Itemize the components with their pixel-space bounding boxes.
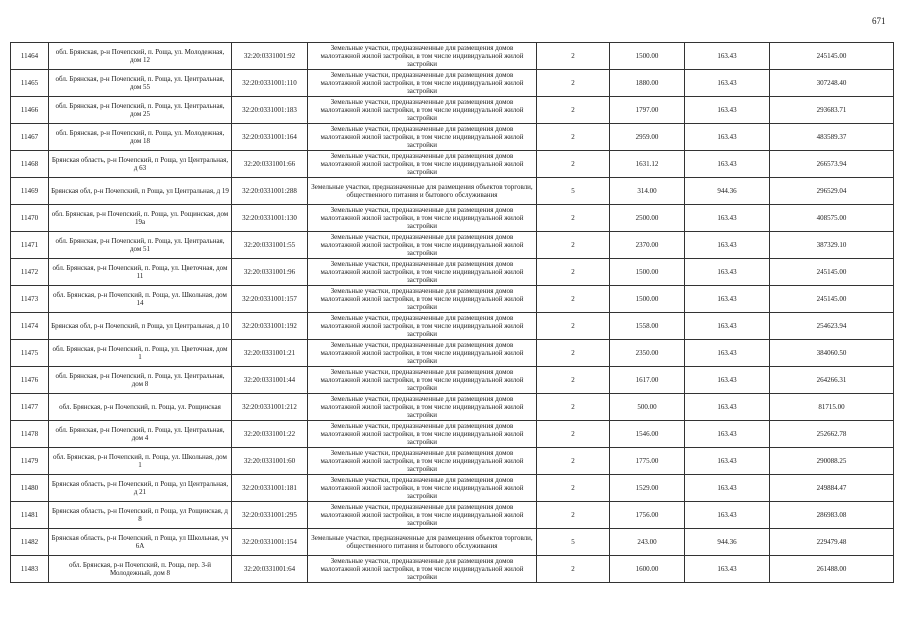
area-cell: 1529.00 — [610, 475, 685, 502]
row-number-cell: 11471 — [11, 232, 49, 259]
row-number-cell: 11482 — [11, 529, 49, 556]
table-body — [11, 43, 894, 583]
address-cell: обл. Брянская, р-н Почепский, п. Роща, ул. Цветочная, дом 11 — [49, 259, 232, 286]
cadastral-number-cell: 32:20:0331001:157 — [232, 286, 308, 313]
address-cell: Брянская обл, р-н Почепский, п Роща, ул Центральная, д 19 — [49, 178, 232, 205]
row-number-cell: 11468 — [11, 151, 49, 178]
land-use-cell: Земельные участки, предназначенные для размещения домов малоэтажной жилой застройки, в том числе индивидуальной жилой застройки — [308, 556, 537, 583]
cadastral-value-cell: 266573.94 — [770, 151, 894, 178]
unit-price-cell: 163.43 — [685, 205, 770, 232]
address-cell: обл. Брянская, р-н Почепский, п. Роща, ул. Молодежная, дом 18 — [49, 124, 232, 151]
unit-price-cell: 163.43 — [685, 448, 770, 475]
unit-price-cell: 163.43 — [685, 367, 770, 394]
unit-price-cell: 944.36 — [685, 178, 770, 205]
table-row — [11, 151, 894, 178]
category-cell: 2 — [537, 151, 610, 178]
cadastral-number-cell: 32:20:0331001:288 — [232, 178, 308, 205]
category-cell: 2 — [537, 286, 610, 313]
land-use-cell: Земельные участки, предназначенные для размещения домов малоэтажной жилой застройки, в том числе индивидуальной жилой застройки — [308, 502, 537, 529]
address-cell: Брянская обл, р-н Почепский, п Роща, ул Центральная, д 10 — [49, 313, 232, 340]
land-use-cell: Земельные участки, предназначенные для размещения объектов торговли, общественного питания и бытового обслуживания — [308, 178, 537, 205]
table-row — [11, 43, 894, 70]
cadastral-value-cell: 81715.00 — [770, 394, 894, 421]
unit-price-cell: 163.43 — [685, 97, 770, 124]
cadastral-number-cell: 32:20:0331001:295 — [232, 502, 308, 529]
land-use-cell: Земельные участки, предназначенные для размещения домов малоэтажной жилой застройки, в том числе индивидуальной жилой застройки — [308, 394, 537, 421]
address-cell: обл. Брянская, р-н Почепский, п. Роща, ул. Центральная, дом 25 — [49, 97, 232, 124]
row-number-cell: 11479 — [11, 448, 49, 475]
land-use-cell: Земельные участки, предназначенные для размещения домов малоэтажной жилой застройки, в том числе индивидуальной жилой застройки — [308, 43, 537, 70]
cadastral-number-cell: 32:20:0331001:130 — [232, 205, 308, 232]
row-number-cell: 11481 — [11, 502, 49, 529]
category-cell: 2 — [537, 313, 610, 340]
cadastral-number-cell: 32:20:0331001:212 — [232, 394, 308, 421]
cadastral-number-cell: 32:20:0331001:96 — [232, 259, 308, 286]
cadastral-value-cell: 245145.00 — [770, 43, 894, 70]
unit-price-cell: 163.43 — [685, 286, 770, 313]
cadastral-number-cell: 32:20:0331001:66 — [232, 151, 308, 178]
category-cell: 2 — [537, 124, 610, 151]
address-cell: обл. Брянская, р-н Почепский, п. Роща, ул. Молодежная, дом 12 — [49, 43, 232, 70]
row-number-cell: 11475 — [11, 340, 49, 367]
land-use-cell: Земельные участки, предназначенные для размещения домов малоэтажной жилой застройки, в том числе индивидуальной жилой застройки — [308, 367, 537, 394]
cadastral-value-cell: 245145.00 — [770, 259, 894, 286]
cadastral-number-cell: 32:20:0331001:192 — [232, 313, 308, 340]
row-number-cell: 11474 — [11, 313, 49, 340]
address-cell: Брянская область, р-н Почепский, п Роща, ул Центральная, д 63 — [49, 151, 232, 178]
address-cell: обл. Брянская, р-н Почепский, п. Роща, ул. Школьная, дом 1 — [49, 448, 232, 475]
category-cell: 2 — [537, 232, 610, 259]
category-cell: 2 — [537, 340, 610, 367]
unit-price-cell: 163.43 — [685, 259, 770, 286]
cadastral-number-cell: 32:20:0331001:22 — [232, 421, 308, 448]
land-use-cell: Земельные участки, предназначенные для размещения домов малоэтажной жилой застройки, в том числе индивидуальной жилой застройки — [308, 475, 537, 502]
address-cell: обл. Брянская, р-н Почепский, п. Роща, ул. Рощинская — [49, 394, 232, 421]
land-use-cell: Земельные участки, предназначенные для размещения домов малоэтажной жилой застройки, в том числе индивидуальной жилой застройки — [308, 124, 537, 151]
cadastral-value-cell: 408575.00 — [770, 205, 894, 232]
cadastral-value-cell: 249884.47 — [770, 475, 894, 502]
unit-price-cell: 163.43 — [685, 43, 770, 70]
page-number: 671 — [872, 16, 886, 26]
land-use-cell: Земельные участки, предназначенные для размещения домов малоэтажной жилой застройки, в том числе индивидуальной жилой застройки — [308, 448, 537, 475]
area-cell: 1500.00 — [610, 259, 685, 286]
land-use-cell: Земельные участки, предназначенные для размещения домов малоэтажной жилой застройки, в том числе индивидуальной жилой застройки — [308, 286, 537, 313]
land-use-cell: Земельные участки, предназначенные для размещения домов малоэтажной жилой застройки, в том числе индивидуальной жилой застройки — [308, 259, 537, 286]
table-row — [11, 529, 894, 556]
address-cell: обл. Брянская, р-н Почепский, п. Роща, пер. 3-й Молодежный, дом 8 — [49, 556, 232, 583]
area-cell: 1500.00 — [610, 286, 685, 313]
area-cell: 500.00 — [610, 394, 685, 421]
cadastral-value-cell: 296529.04 — [770, 178, 894, 205]
area-cell: 2500.00 — [610, 205, 685, 232]
cadastral-value-cell: 290088.25 — [770, 448, 894, 475]
land-use-cell: Земельные участки, предназначенные для размещения домов малоэтажной жилой застройки, в том числе индивидуальной жилой застройки — [308, 232, 537, 259]
cadastral-value-cell: 293683.71 — [770, 97, 894, 124]
category-cell: 5 — [537, 529, 610, 556]
area-cell: 243.00 — [610, 529, 685, 556]
table-row — [11, 124, 894, 151]
cadastral-value-cell: 384060.50 — [770, 340, 894, 367]
land-use-cell: Земельные участки, предназначенные для размещения домов малоэтажной жилой застройки, в том числе индивидуальной жилой застройки — [308, 313, 537, 340]
cadastral-number-cell: 32:20:0331001:154 — [232, 529, 308, 556]
land-registry-table — [10, 42, 894, 583]
table-row — [11, 502, 894, 529]
address-cell: обл. Брянская, р-н Почепский, п. Роща, ул. Центральная, дом 8 — [49, 367, 232, 394]
unit-price-cell: 163.43 — [685, 340, 770, 367]
land-use-cell: Земельные участки, предназначенные для размещения домов малоэтажной жилой застройки, в том числе индивидуальной жилой застройки — [308, 421, 537, 448]
area-cell: 1546.00 — [610, 421, 685, 448]
cadastral-number-cell: 32:20:0331001:64 — [232, 556, 308, 583]
cadastral-number-cell: 32:20:0331001:60 — [232, 448, 308, 475]
area-cell: 1617.00 — [610, 367, 685, 394]
area-cell: 2350.00 — [610, 340, 685, 367]
area-cell: 1775.00 — [610, 448, 685, 475]
address-cell: Брянская область, р-н Почепский, п Роща, ул Рощинская, д 8 — [49, 502, 232, 529]
cadastral-value-cell: 252662.78 — [770, 421, 894, 448]
unit-price-cell: 163.43 — [685, 421, 770, 448]
category-cell: 2 — [537, 70, 610, 97]
table-row — [11, 448, 894, 475]
cadastral-value-cell: 387329.10 — [770, 232, 894, 259]
cadastral-value-cell: 286983.08 — [770, 502, 894, 529]
table-row — [11, 286, 894, 313]
table-row — [11, 340, 894, 367]
category-cell: 2 — [537, 448, 610, 475]
address-cell: Брянская область, р-н Почепский, п Роща, ул Центральная, д 21 — [49, 475, 232, 502]
address-cell: обл. Брянская, р-н Почепский, п. Роща, ул. Рощинская, дом 19а — [49, 205, 232, 232]
cadastral-value-cell: 245145.00 — [770, 286, 894, 313]
table-row — [11, 259, 894, 286]
cadastral-number-cell: 32:20:0331001:183 — [232, 97, 308, 124]
cadastral-number-cell: 32:20:0331001:55 — [232, 232, 308, 259]
row-number-cell: 11477 — [11, 394, 49, 421]
cadastral-value-cell: 254623.94 — [770, 313, 894, 340]
cadastral-number-cell: 32:20:0331001:181 — [232, 475, 308, 502]
table-row — [11, 556, 894, 583]
address-cell: обл. Брянская, р-н Почепский, п. Роща, ул. Цветочная, дом 1 — [49, 340, 232, 367]
cadastral-value-cell: 264266.31 — [770, 367, 894, 394]
row-number-cell: 11469 — [11, 178, 49, 205]
row-number-cell: 11473 — [11, 286, 49, 313]
cadastral-value-cell: 483589.37 — [770, 124, 894, 151]
cadastral-number-cell: 32:20:0331001:92 — [232, 43, 308, 70]
table-row — [11, 421, 894, 448]
table-row — [11, 178, 894, 205]
address-cell: Брянская область, р-н Почепский, п Роща, ул Школьная, уч 6А — [49, 529, 232, 556]
row-number-cell: 11467 — [11, 124, 49, 151]
unit-price-cell: 163.43 — [685, 232, 770, 259]
row-number-cell: 11483 — [11, 556, 49, 583]
table-row — [11, 313, 894, 340]
cadastral-value-cell: 261488.00 — [770, 556, 894, 583]
unit-price-cell: 163.43 — [685, 151, 770, 178]
address-cell: обл. Брянская, р-н Почепский, п. Роща, ул. Школьная, дом 14 — [49, 286, 232, 313]
address-cell: обл. Брянская, р-н Почепский, п. Роща, ул. Центральная, дом 4 — [49, 421, 232, 448]
row-number-cell: 11465 — [11, 70, 49, 97]
area-cell: 2959.00 — [610, 124, 685, 151]
unit-price-cell: 163.43 — [685, 556, 770, 583]
row-number-cell: 11466 — [11, 97, 49, 124]
cadastral-number-cell: 32:20:0331001:21 — [232, 340, 308, 367]
unit-price-cell: 163.43 — [685, 124, 770, 151]
table-row — [11, 475, 894, 502]
land-use-cell: Земельные участки, предназначенные для размещения домов малоэтажной жилой застройки, в том числе индивидуальной жилой застройки — [308, 97, 537, 124]
land-use-cell: Земельные участки, предназначенные для размещения домов малоэтажной жилой застройки, в том числе индивидуальной жилой застройки — [308, 70, 537, 97]
category-cell: 2 — [537, 205, 610, 232]
table-row — [11, 232, 894, 259]
address-cell: обл. Брянская, р-н Почепский, п. Роща, ул. Центральная, дом 55 — [49, 70, 232, 97]
land-use-cell: Земельные участки, предназначенные для размещения объектов торговли, общественного питания и бытового обслуживания — [308, 529, 537, 556]
category-cell: 2 — [537, 367, 610, 394]
cadastral-value-cell: 307248.40 — [770, 70, 894, 97]
address-cell: обл. Брянская, р-н Почепский, п. Роща, ул. Центральная, дом 51 — [49, 232, 232, 259]
category-cell: 2 — [537, 502, 610, 529]
area-cell: 1631.12 — [610, 151, 685, 178]
area-cell: 1600.00 — [610, 556, 685, 583]
unit-price-cell: 163.43 — [685, 70, 770, 97]
unit-price-cell: 163.43 — [685, 502, 770, 529]
cadastral-number-cell: 32:20:0331001:110 — [232, 70, 308, 97]
table-row — [11, 394, 894, 421]
land-use-cell: Земельные участки, предназначенные для размещения домов малоэтажной жилой застройки, в том числе индивидуальной жилой застройки — [308, 340, 537, 367]
category-cell: 2 — [537, 97, 610, 124]
area-cell: 2370.00 — [610, 232, 685, 259]
category-cell: 2 — [537, 421, 610, 448]
area-cell: 314.00 — [610, 178, 685, 205]
area-cell: 1500.00 — [610, 43, 685, 70]
row-number-cell: 11480 — [11, 475, 49, 502]
category-cell: 5 — [537, 178, 610, 205]
unit-price-cell: 163.43 — [685, 394, 770, 421]
land-use-cell: Земельные участки, предназначенные для размещения домов малоэтажной жилой застройки, в том числе индивидуальной жилой застройки — [308, 151, 537, 178]
area-cell: 1880.00 — [610, 70, 685, 97]
table-row — [11, 97, 894, 124]
row-number-cell: 11478 — [11, 421, 49, 448]
table-row — [11, 367, 894, 394]
table-row — [11, 205, 894, 232]
area-cell: 1797.00 — [610, 97, 685, 124]
category-cell: 2 — [537, 259, 610, 286]
category-cell: 2 — [537, 475, 610, 502]
unit-price-cell: 944.36 — [685, 529, 770, 556]
land-use-cell: Земельные участки, предназначенные для размещения домов малоэтажной жилой застройки, в том числе индивидуальной жилой застройки — [308, 205, 537, 232]
cadastral-number-cell: 32:20:0331001:44 — [232, 367, 308, 394]
row-number-cell: 11472 — [11, 259, 49, 286]
category-cell: 2 — [537, 43, 610, 70]
area-cell: 1558.00 — [610, 313, 685, 340]
cadastral-value-cell: 229479.48 — [770, 529, 894, 556]
row-number-cell: 11470 — [11, 205, 49, 232]
unit-price-cell: 163.43 — [685, 475, 770, 502]
row-number-cell: 11464 — [11, 43, 49, 70]
unit-price-cell: 163.43 — [685, 313, 770, 340]
category-cell: 2 — [537, 394, 610, 421]
area-cell: 1756.00 — [610, 502, 685, 529]
category-cell: 2 — [537, 556, 610, 583]
table-row — [11, 70, 894, 97]
cadastral-number-cell: 32:20:0331001:164 — [232, 124, 308, 151]
row-number-cell: 11476 — [11, 367, 49, 394]
